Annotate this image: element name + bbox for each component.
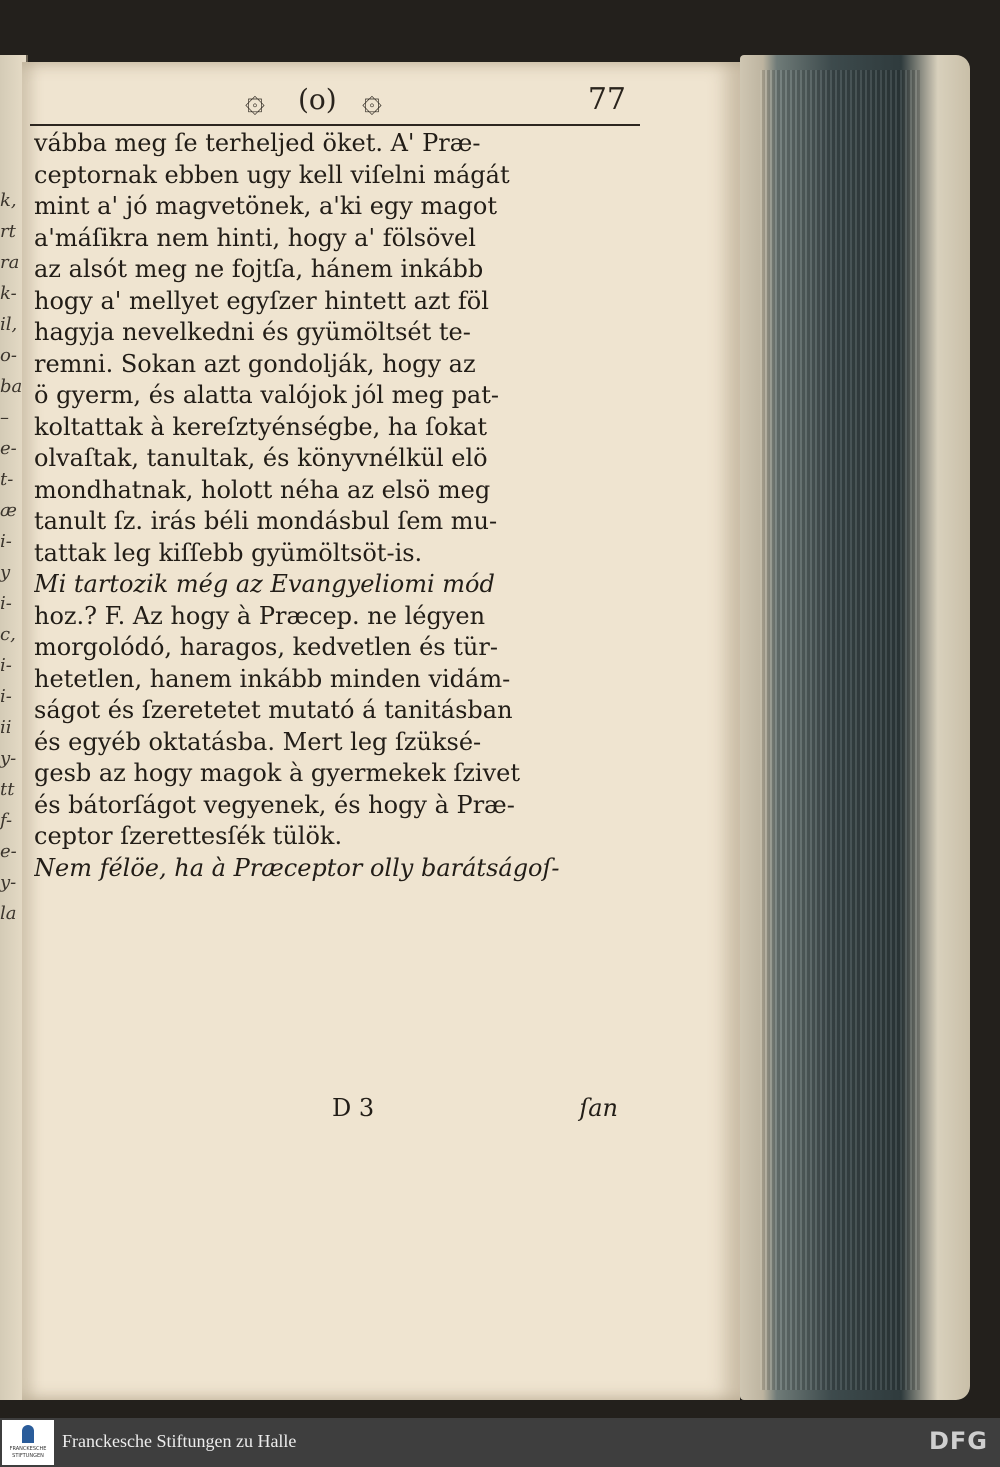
text-line: ceptor ſzerettesſék tülök. (34, 822, 343, 850)
text-line: a'máſikra nem hinti, hogy a' fölsövel (34, 223, 476, 252)
margin-fragment: y- (0, 748, 17, 769)
margin-fragment: k- (0, 283, 17, 304)
text-line: és bátorſágot vegyenek, és hogy à Præ- (34, 790, 515, 819)
text-line: hogy a' mellyet egyſzer hintett azt föl (34, 286, 489, 315)
margin-fragment: y (0, 562, 11, 583)
institution-name: Franckesche Stiftungen zu Halle (62, 1431, 297, 1451)
page-header (30, 72, 640, 126)
text-line: mondhatnak, holott néha az elsö meg (34, 475, 491, 504)
margin-fragment: i- (0, 531, 12, 552)
facing-page-margin-text (0, 185, 24, 1145)
page-body-text (34, 128, 624, 884)
margin-fragment: c, (0, 624, 16, 645)
margin-fragment: o- (0, 345, 17, 366)
text-line: hoz.? F. Az hogy à Præcep. ne légyen (34, 601, 486, 630)
page-footer (32, 1094, 622, 1130)
margin-fragment: rt (0, 221, 16, 242)
viewer-footer-bar (0, 1418, 1000, 1467)
text-line: ceptornak ebben ugy kell viſelni mágát (34, 160, 510, 189)
ornament-left-icon: ۞ (245, 80, 265, 120)
foundation-logo[interactable] (2, 1420, 54, 1465)
margin-fragment: i- (0, 655, 12, 676)
dfg-logo: DFG (928, 1427, 988, 1455)
margin-fragment: tt (0, 779, 15, 800)
margin-fragment: i- (0, 593, 12, 614)
margin-fragment: e- (0, 841, 17, 862)
margin-fragment: il, (0, 314, 18, 335)
logo-caption: FRANCKESCHE STIFTUNGEN (9, 1446, 47, 1459)
text-line: hetetlen, hanem inkább minden vidám- (34, 664, 511, 693)
text-line: Mi tartozik még az Evangyeliomi mód (34, 570, 495, 598)
text-line: morgolódó, haragos, kedvetlen és tür- (34, 633, 498, 661)
ornament-center-icon: (o) (298, 83, 337, 116)
margin-fragment: – (0, 407, 9, 428)
foundation-emblem-icon (22, 1425, 34, 1443)
text-line: mint a' jó magvetönek, a'ki egy magot (34, 192, 497, 220)
text-line: hagyja nevelkedni és gyümöltsét te- (34, 318, 471, 346)
page-edge-texture (760, 70, 920, 1390)
text-line: tattak leg kiſſebb gyümöltsöt-is. (34, 538, 423, 567)
ornament-right-icon: ۞ (362, 80, 382, 120)
margin-fragment: ra (0, 252, 20, 273)
page-number: 77 (587, 82, 626, 117)
text-line: gesb az hogy magok à gyermekek ſzivet (34, 759, 520, 787)
margin-fragment: y- (0, 872, 17, 893)
text-line: tanult ſz. irás béli mondásbul ſem mu- (34, 507, 498, 535)
text-line: koltattak à kereſztyénségbe, ha ſokat (34, 412, 488, 441)
text-line: olvaſtak, tanultak, és könyvnélkül elö (34, 444, 488, 472)
catchword: ſan (579, 1094, 618, 1122)
text-line: Nem félöe, ha à Præceptor olly barátságoſ- (34, 853, 560, 882)
text-line: és egyéb oktatásba. Mert leg ſzüksé- (34, 727, 482, 756)
text-line: ö gyerm, és alatta valójok jól meg pat- (34, 381, 499, 409)
margin-fragment: k, (0, 190, 17, 211)
margin-fragment: t- (0, 469, 14, 490)
margin-fragment: e- (0, 438, 17, 459)
margin-fragment: æ (0, 500, 17, 521)
text-line: az alsót meg ne fojtſa, hánem inkább (34, 255, 484, 283)
text-line: vábba meg ſe terheljed öket. A' Præ- (34, 129, 481, 157)
margin-fragment: f- (0, 810, 13, 831)
margin-fragment: ii (0, 717, 12, 738)
margin-fragment: i- (0, 686, 12, 707)
text-line: ságot és ſzeretetet mutató á tanitásban (34, 696, 513, 724)
margin-fragment: la (0, 903, 17, 924)
signature-mark: D 3 (332, 1094, 375, 1122)
margin-fragment: ba (0, 376, 23, 397)
text-line: remni. Sokan azt gondolják, hogy az (34, 349, 476, 378)
